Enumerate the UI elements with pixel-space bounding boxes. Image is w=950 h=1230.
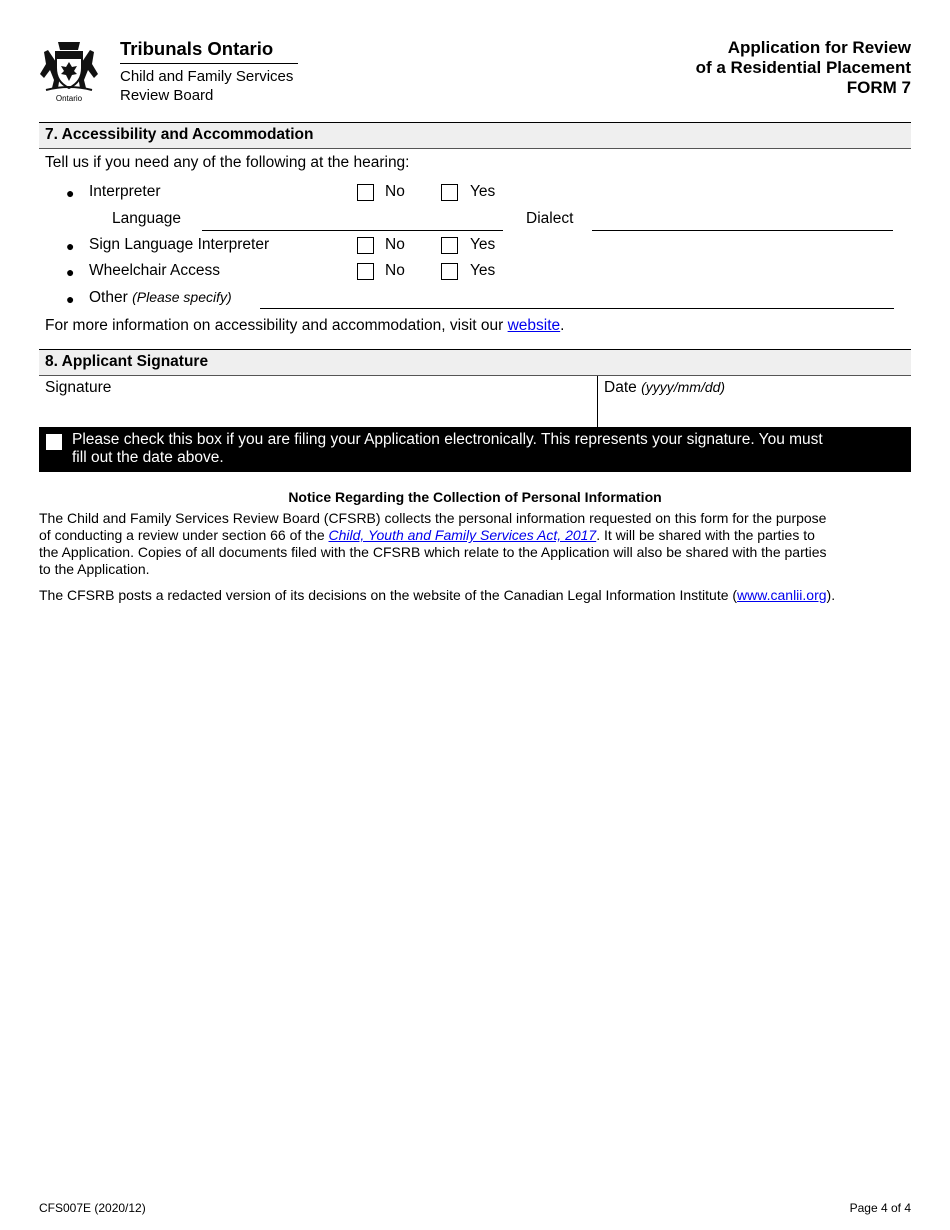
org-subtitle-line2: Review Board [120,87,214,104]
sign-language-no-label: No [385,236,405,253]
sign-language-yes-label: Yes [470,236,496,253]
ontario-coat-of-arms-logo [36,38,102,104]
notice-paragraph-2 [39,587,939,604]
signature-field[interactable] [39,376,597,427]
dialect-field[interactable] [592,230,893,231]
other-label [89,289,232,307]
bullet-icon: ● [66,185,75,201]
wheelchair-no-checkbox[interactable] [357,263,374,280]
bullet-icon: ● [66,291,75,307]
e-filing-banner [39,427,911,472]
signature-label: Signature [45,379,112,396]
form-title [696,38,911,98]
form-code: CFS007E (2020/12) [39,1201,146,1215]
notice-title: Notice Regarding the Collection of Personal Information [288,489,662,505]
date-field[interactable] [598,398,911,427]
accommodation-intro: Tell us if you need any of the following at the hearing: [45,154,410,171]
interpreter-yes-checkbox[interactable] [441,184,458,201]
notice-p1-line1: The Child and Family Services Review Board (CFSRB) collects the personal information requested on this form for the purpose [39,510,827,526]
other-label-text: Other [89,289,128,306]
more-info-suffix: . [560,317,565,334]
e-filing-text-line2: fill out the date above. [72,449,224,466]
notice-paragraph-1 [39,510,913,578]
form-title-line1: Application for Review [727,38,911,57]
notice-p2-suffix: ). [826,587,836,603]
section-8-heading: 8. Applicant Signature [39,349,911,376]
other-field[interactable] [260,308,894,309]
form-number: FORM 7 [846,78,911,97]
website-link[interactable]: website [507,317,561,334]
notice-p1-line2-prefix: of conducting a review under section 66 of the [39,527,329,543]
date-label [604,379,725,397]
wheelchair-yes-checkbox[interactable] [441,263,458,280]
e-filing-text-line1: Please check this box if you are filing your Application electronically. This represents your signature. You must [72,431,823,448]
interpreter-label: Interpreter [89,183,161,200]
language-label: Language [112,210,181,227]
bullet-icon: ● [66,264,75,280]
interpreter-no-checkbox[interactable] [357,184,374,201]
interpreter-yes-label: Yes [470,183,496,200]
notice-p1-line4: to the Application. [39,561,150,577]
date-format-hint: (yyyy/mm/dd) [641,379,726,395]
notice-p1-line2-suffix: . It will be shared with the parties to [596,527,815,543]
e-filing-checkbox[interactable] [46,434,62,450]
more-info-text [45,317,564,335]
bullet-icon: ● [66,238,75,254]
section-7-heading: 7. Accessibility and Accommodation [39,122,911,149]
sign-language-label: Sign Language Interpreter [89,236,270,253]
language-field[interactable] [202,230,503,231]
sign-language-yes-checkbox[interactable] [441,237,458,254]
org-divider [120,63,298,64]
notice-p1-line3: the Application. Copies of all documents filed with the CFSRB which relate to the Application will also be shared with the parties [39,544,827,560]
logo-caption: Ontario [55,94,83,103]
notice-p2-prefix: The CFSRB posts a redacted version of its decisions on the website of the Canadian Legal Information Institute ( [39,587,738,603]
wheelchair-label: Wheelchair Access [89,262,220,279]
more-info-prefix: For more information on accessibility and accommodation, visit our [45,317,508,334]
form-title-line2: of a Residential Placement [695,58,911,77]
org-name: Tribunals Ontario [120,38,274,59]
interpreter-no-label: No [385,183,405,200]
notice-p1-line2 [39,527,913,544]
date-label-text: Date [604,379,637,396]
other-hint: (Please specify) [132,289,232,305]
wheelchair-no-label: No [385,262,405,279]
sign-language-no-checkbox[interactable] [357,237,374,254]
dialect-label: Dialect [526,210,574,227]
wheelchair-yes-label: Yes [470,262,496,279]
canlii-link[interactable]: www.canlii.org [737,587,827,603]
cyfsa-act-link[interactable]: Child, Youth and Family Services Act, 2017 [328,527,597,543]
org-subtitle-line1: Child and Family Services [120,68,294,85]
page-number: Page 4 of 4 [849,1201,911,1215]
